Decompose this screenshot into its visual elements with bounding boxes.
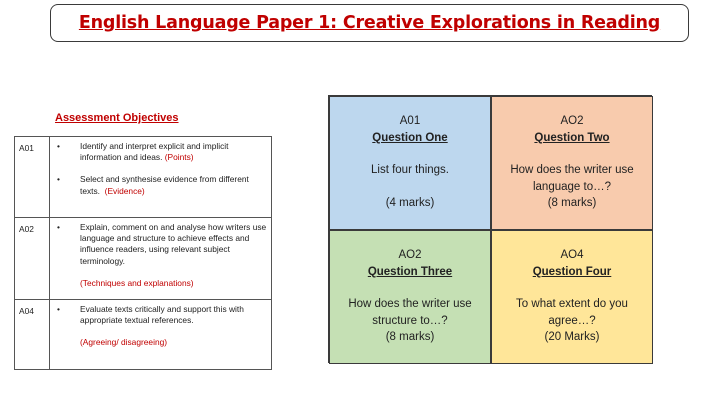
objective-description: [50, 137, 272, 218]
objective-description: [50, 300, 272, 370]
objective-code: A01: [15, 137, 50, 218]
table-row: [15, 300, 272, 370]
question-four-panel: [491, 230, 653, 364]
objective-note: (Evidence): [104, 185, 145, 196]
quadrant-prompt: List four things.: [371, 164, 449, 176]
objective-text: Identify and interpret explicit and implicit information and ideas.: [80, 141, 229, 163]
quadrant-question: Question Three: [367, 265, 453, 278]
objective-text: Explain, comment on and analyse how writers use language and structure to achieve effects and influence readers, using relevant subject terminology.: [80, 222, 267, 266]
list-item: [54, 304, 267, 326]
quadrant-ao: AO2: [398, 249, 422, 261]
list-item: [54, 222, 267, 267]
objective-text: Select and synthesise evidence from different texts.: [80, 174, 249, 196]
quadrant-prompt: How does the writer use language to…?: [510, 164, 634, 193]
quadrant-ao: A01: [399, 115, 421, 127]
question-two-panel: [491, 96, 653, 230]
list-item: [54, 141, 267, 163]
objective-code: A02: [15, 218, 50, 300]
quadrant-ao: AO4: [560, 249, 584, 261]
quadrant-marks: (8 marks): [547, 197, 597, 209]
objective-note: (Points): [164, 152, 194, 163]
list-item: [54, 174, 267, 196]
bullet-icon: •: [57, 222, 60, 232]
table-row: [15, 137, 272, 218]
objective-text: Evaluate texts critically and support this with appropriate textual references.: [80, 304, 244, 326]
quadrant-marks: (4 marks): [385, 196, 435, 209]
objective-note: (Agreeing/ disagreeing): [80, 337, 168, 348]
assessment-objectives-table: [14, 136, 272, 370]
assessment-objectives-heading: Assessment Objectives: [55, 112, 179, 124]
objective-description: [50, 218, 272, 300]
quadrant-question: Question Four: [532, 265, 612, 278]
quadrant-prompt: How does the writer use structure to…?: [348, 298, 472, 327]
question-grid: [328, 95, 652, 363]
quadrant-marks: (8 marks): [385, 331, 435, 343]
objective-note: (Techniques and explanations): [80, 277, 194, 288]
table-row: [15, 218, 272, 300]
quadrant-question: Question One: [372, 131, 448, 144]
quadrant-prompt: To what extent do you agree…?: [516, 298, 628, 327]
title-box: [50, 4, 689, 42]
quadrant-question: Question Two: [534, 131, 610, 144]
bullet-icon: •: [57, 304, 60, 314]
bullet-icon: •: [57, 141, 60, 151]
slide-title: English Language Paper 1: Creative Explorations in Reading: [78, 13, 661, 33]
quadrant-marks: (20 Marks): [544, 331, 600, 343]
bullet-icon: •: [57, 174, 60, 185]
objective-code: A04: [15, 300, 50, 370]
quadrant-ao: AO2: [560, 115, 584, 127]
question-three-panel: [329, 230, 491, 364]
question-one-panel: [329, 96, 491, 230]
